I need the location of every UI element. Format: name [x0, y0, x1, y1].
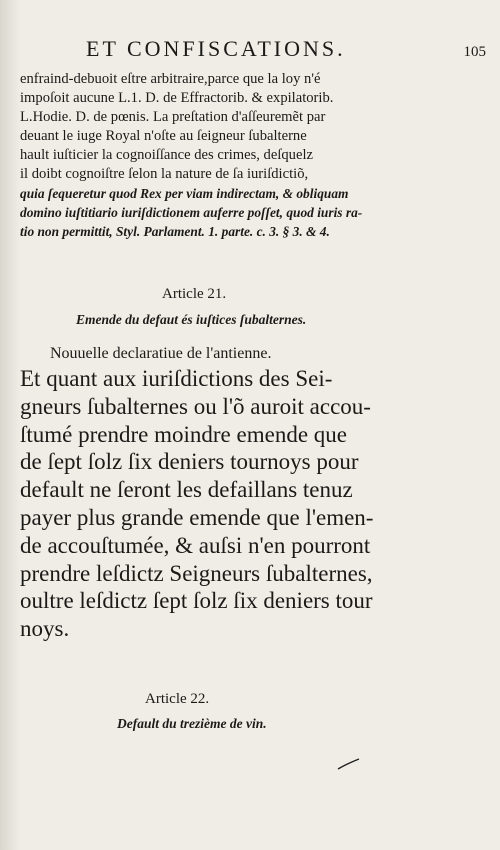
- body-line: payer plus grande emende que l'emen-: [20, 504, 374, 530]
- article-21-body: [20, 365, 488, 643]
- note-line: impoſoit aucune L.1. D. de Effractorib. & expilatorib.: [20, 90, 334, 106]
- running-title: ET CONFISCATIONS.: [86, 36, 346, 61]
- note-line: enfraind-debuoit eſtre arbitraire,parce que la loy n'é: [20, 71, 321, 87]
- page-number: 105: [463, 44, 486, 60]
- body-line: oultre leſdictz ſept ſolz ſix deniers tour: [20, 588, 373, 614]
- page-header: [86, 36, 486, 66]
- article-21-title: Emende du defaut és iuſtices ſubalternes.: [76, 312, 307, 327]
- article-21-heading: Article 21.: [162, 286, 227, 302]
- body-line: noys.: [20, 616, 70, 642]
- body-line: gneurs ſubalternes ou l'õ auroit accou-: [20, 393, 371, 419]
- ink-flourish-icon: [337, 757, 361, 771]
- note-line: quia ſequeretur quod Rex per viam indirectam, & obliquam: [20, 186, 349, 201]
- note-line: domino iuſtitiario iuriſdictionem auferre poſſet, quod iuris ra-: [20, 205, 363, 220]
- body-line: de accouſtumée, & auſsi n'en pourront: [20, 532, 371, 558]
- commentary-note: [20, 70, 488, 241]
- note-line: hault iuſticier la cognoiſſance des crimes, deſquelz: [20, 147, 313, 163]
- body-line: ſtumé prendre moindre emende que: [20, 421, 347, 447]
- article-22-title: Default du trezième de vin.: [117, 716, 267, 731]
- declaration-subheading: Nouuelle declaratiue de l'antienne.: [50, 345, 272, 362]
- note-line: il doibt cognoiſtre ſelon la nature de ſa iuriſdictiõ,: [20, 166, 309, 182]
- article-22-heading: Article 22.: [145, 691, 210, 707]
- note-line: L.Hodie. D. de pœnis. La preſtation d'aſſeuremẽt par: [20, 109, 326, 125]
- body-line: prendre leſdictz Seigneurs ſubalternes,: [20, 560, 373, 586]
- note-line: deuant le iuge Royal n'oſte au ſeigneur ſubalterne: [20, 128, 307, 144]
- body-line: Et quant aux iuriſdictions des Sei-: [20, 366, 333, 391]
- body-line: de ſept ſolz ſix deniers tournoys pour: [20, 449, 359, 475]
- page-gutter-shadow: [0, 0, 20, 850]
- body-line: default ne ſeront les defaillans tenuz: [20, 477, 353, 503]
- note-line: tio non permittit, Styl. Parlament. 1. parte. c. 3. § 3. & 4.: [20, 224, 330, 239]
